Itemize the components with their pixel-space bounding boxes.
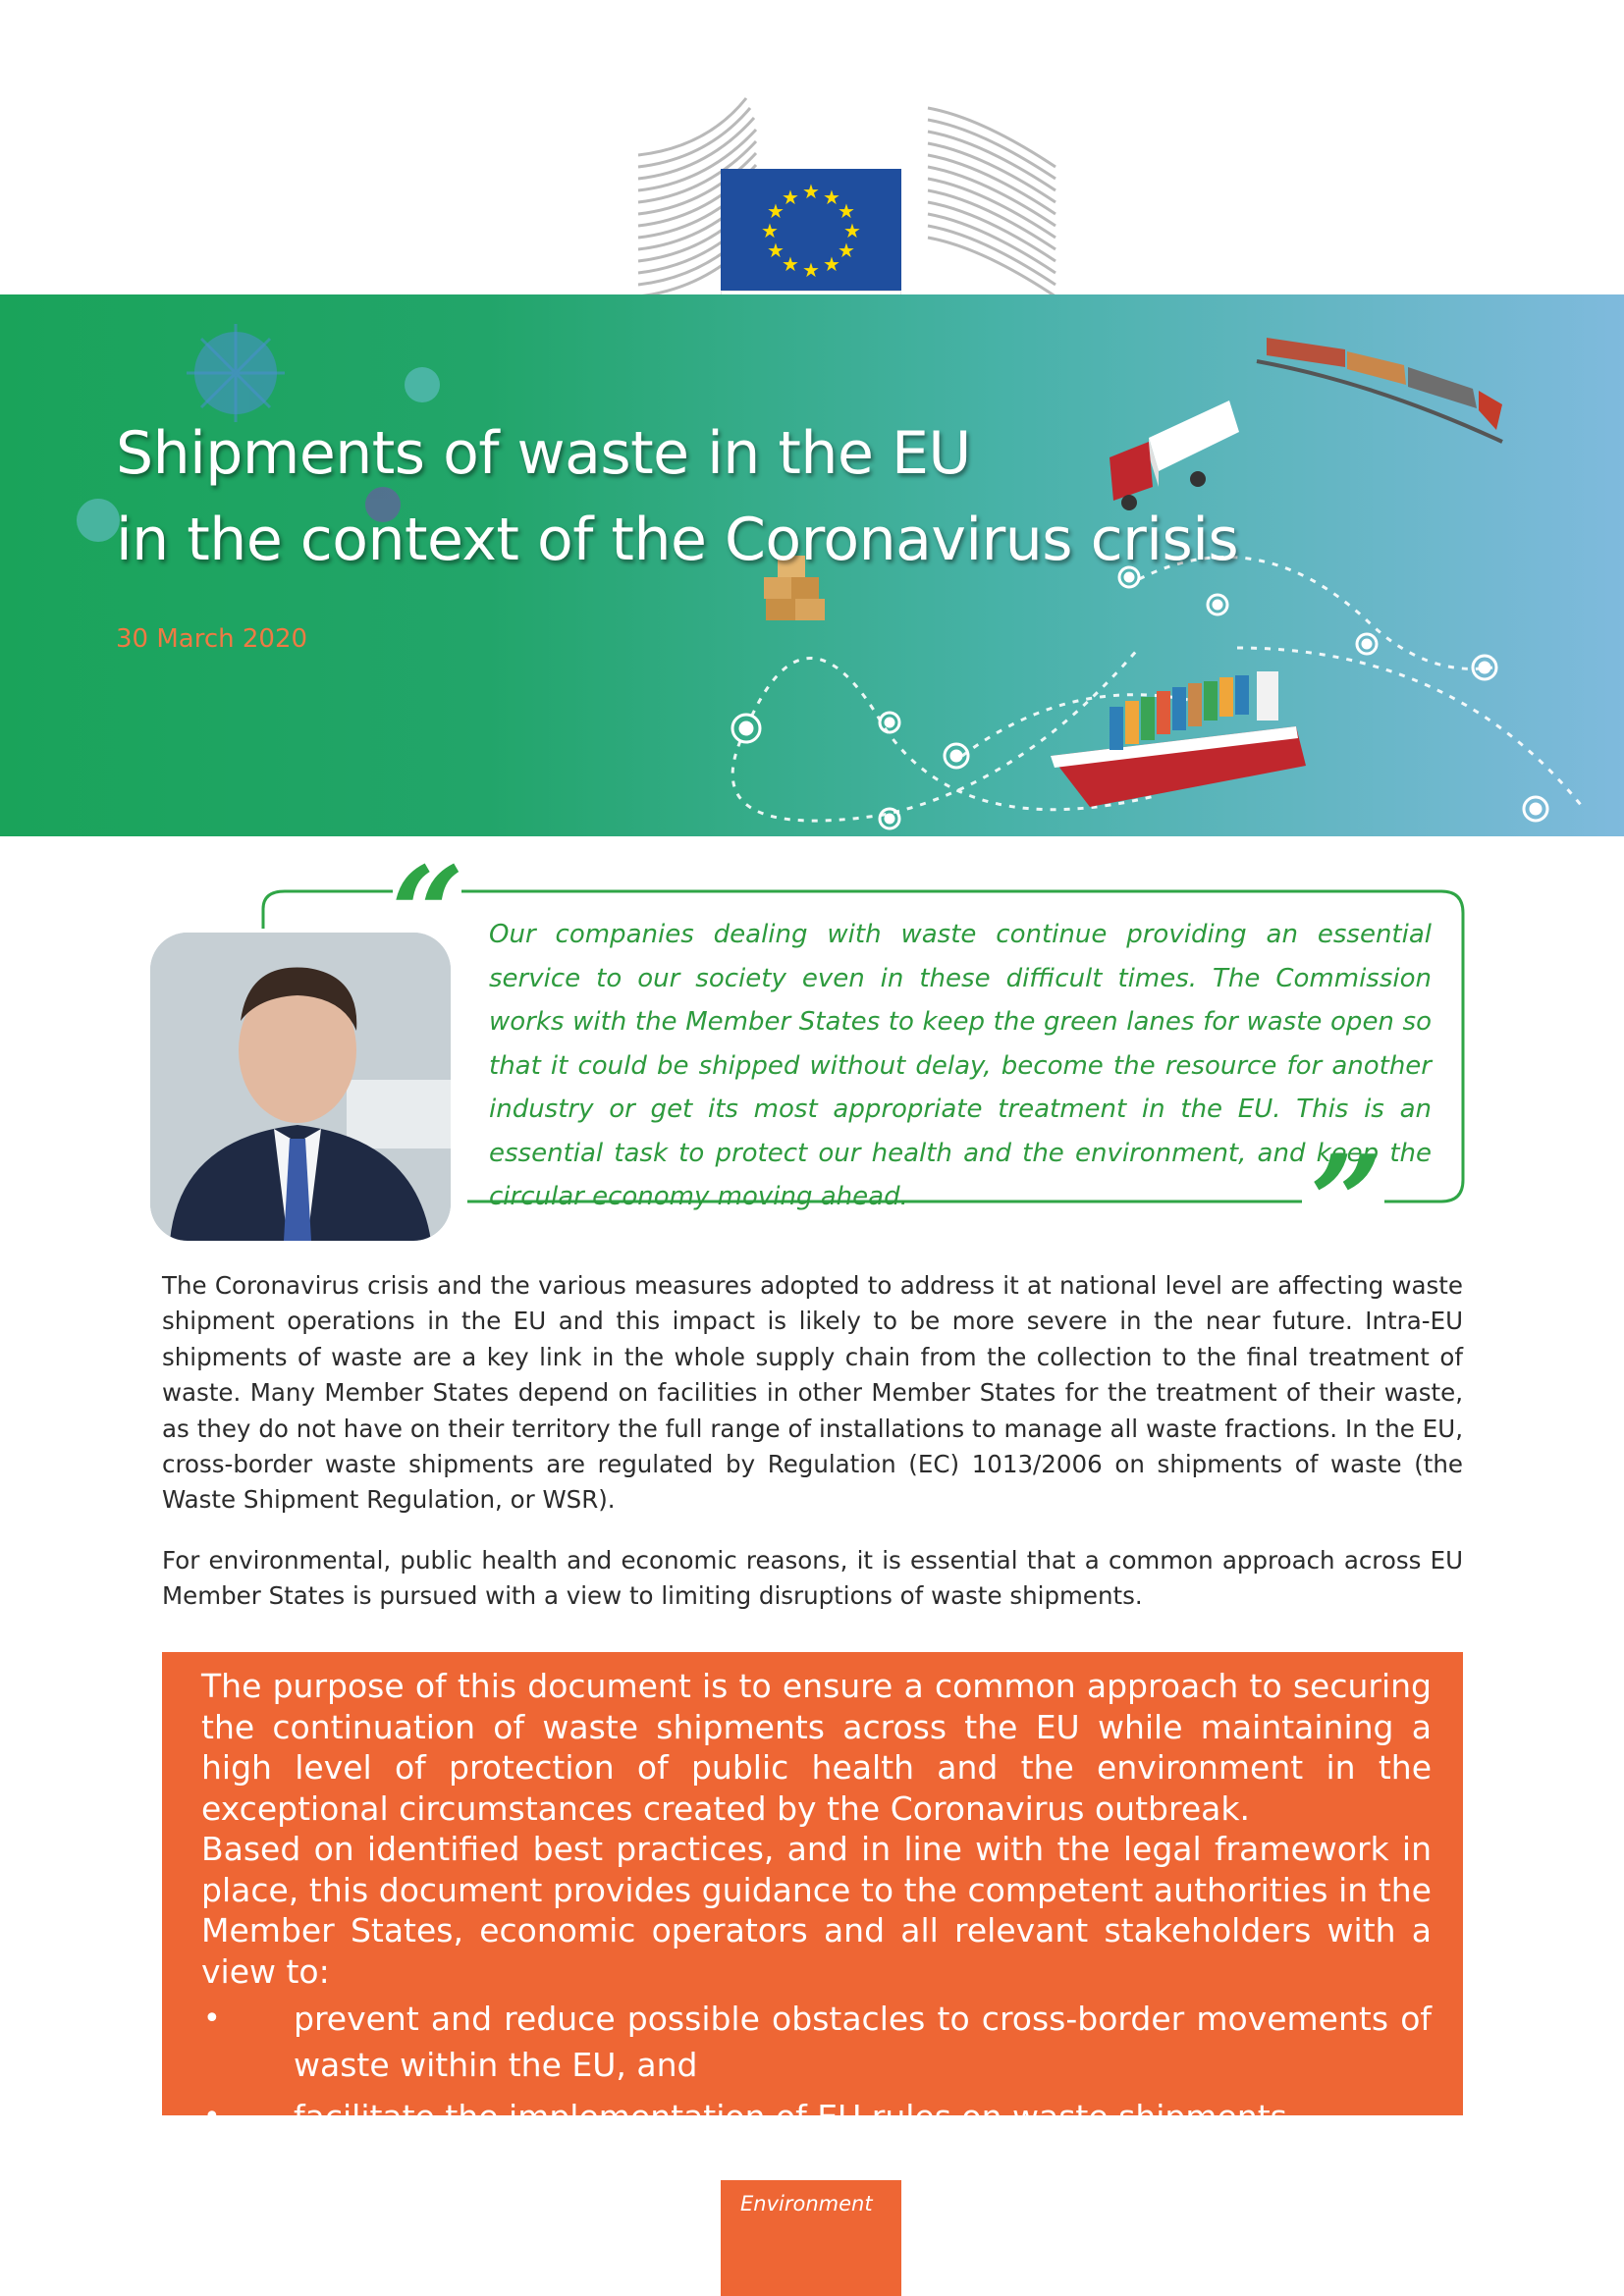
svg-text:★: ★ (767, 239, 785, 262)
list-item (201, 1996, 1432, 2088)
quote-close-mark: ” (1310, 1127, 1383, 1277)
svg-text:★: ★ (838, 199, 855, 223)
purpose-paragraph-2: Based on identified best practices, and in line with the legal framework in place, this document provides guidance to the competent authorities in the Member States, economic operators and all relevant stakeholders with a view to: (201, 1830, 1432, 1991)
publication-date: 30 March 2020 (116, 624, 308, 654)
body-paragraph-1: The Coronavirus crisis and the various measures adopted to address it at national level are affecting waste shipment operations in the EU and this impact is likely to be more severe in the near future. Intra-EU shipments of waste are a key link in the whole supply chain from the collection to the final treatment of waste. Many Member States depend on facilities in other Member States for the treatment of their waste, as they do not have on their territory the full range of installations to manage all waste fractions. In the EU, cross-border waste shipments are regulated by Regulation (EC) 1013/2006 on shipments of waste (the Waste Shipment Regulation, or WSR). (162, 1271, 1463, 1515)
list-item (201, 2094, 1432, 2140)
svg-text:★: ★ (782, 186, 799, 209)
svg-text:★: ★ (782, 252, 799, 276)
svg-text:★: ★ (802, 180, 820, 203)
svg-text:★: ★ (802, 258, 820, 282)
train-icon (1257, 338, 1502, 442)
purpose-box (162, 1652, 1463, 2136)
quote-open-mark: “ (391, 838, 464, 988)
body-paragraph-2: For environmental, public health and economic reasons, it is essential that a common approach across EU Member States is pursued with a view to limiting disruptions of waste shipments. (162, 1546, 1463, 1611)
quote-text: Our companies dealing with waste continue providing an essential service to our society even in these difficult times. The Commission works with the Member States to keep the green lanes for waste open so that it could be shipped without delay, become the resource for another industry or get its most appropriate treatment in the EU. This is an essential task to protect our health and the environment, and keep the circular economy moving ahead. (489, 920, 1432, 1211)
bullet-icon: • (203, 2002, 221, 2036)
title-line-1: Shipments of waste in the EU (116, 419, 971, 488)
cargo-ship-icon (1051, 671, 1306, 807)
eu-flag (721, 169, 901, 291)
svg-text:★: ★ (838, 239, 855, 262)
svg-text:★: ★ (823, 252, 840, 276)
svg-text:★: ★ (767, 199, 785, 223)
footer-tab (721, 2180, 901, 2296)
svg-text:★: ★ (761, 219, 779, 242)
hero-banner (0, 294, 1624, 836)
purpose-bullet-list (201, 1996, 1432, 2140)
footer-label: Environment (740, 2192, 873, 2216)
list-item-text: facilitate the implementation of EU rules on waste shipments. (294, 2098, 1298, 2136)
list-item-text: prevent and reduce possible obstacles to cross-border movements of waste within the EU, and (294, 2000, 1432, 2084)
svg-text:★: ★ (843, 219, 861, 242)
svg-text:★: ★ (823, 186, 840, 209)
purpose-paragraph-1: The purpose of this document is to ensure a common approach to securing the continuation of waste shipments across the EU while maintaining a high level of protection of public health and the environment in the exceptional circumstances created by the Coronavirus outbreak. (201, 1667, 1432, 1828)
title-line-2: in the context of the Coronavirus crisis (116, 506, 1239, 574)
page-title (116, 410, 1238, 583)
eu-stars-icon (721, 169, 901, 291)
bullet-icon: • (203, 2100, 221, 2134)
